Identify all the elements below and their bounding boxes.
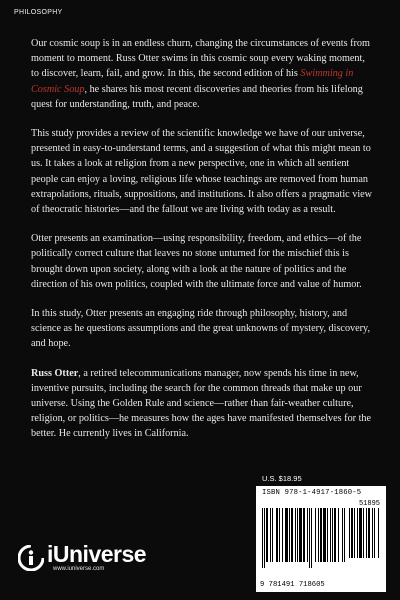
iuniverse-swirl-icon	[18, 545, 44, 571]
price-label: U.S. $18.95	[262, 474, 302, 483]
publisher-logo	[18, 543, 146, 572]
paragraph-author-bio	[31, 366, 375, 442]
intro-text: Our cosmic soup is in an endless churn, changing the circumstances of events from moment to moment. Russ Otter swims in this cosmic soup every waking moment, to discover, learn, fail, and grow. In this, the second edition of his	[31, 38, 370, 80]
paragraph-ride: In this study, Otter presents an engaging ride through philosophy, history, and science as he questions assumptions and the great unknowns of mystery, discovery, and hope.	[31, 308, 371, 350]
paragraph-intro	[31, 36, 375, 112]
book-title: Swimming in Cosmic Soup	[31, 68, 354, 95]
barcode-digits: 9 781491 718605	[260, 581, 325, 589]
category-label: PHILOSOPHY	[14, 9, 63, 16]
author-name: Russ Otter	[31, 367, 79, 379]
author-bio-text: , a retired telecommunications manager, now spends his time in new, inventive pursuits, including the search for the common threads that make up our universe. Using the Golden Rule and science—rather than fair-weather culture, religion, or politics—he measures how the ages have manifested themselves for the better. He currently lives in California.	[31, 367, 372, 440]
barcode-bars	[262, 508, 346, 568]
intro-text-end: , he shares his most recent discoveries and theories from his lifelong quest for understanding, truth, and peace.	[31, 83, 363, 110]
publisher-name: iUniverse	[47, 541, 147, 567]
isbn-barcode	[256, 486, 386, 592]
back-cover-blurb	[31, 36, 375, 456]
paragraph-study: This study provides a review of the scientific knowledge we have of our universe, presented in easy-to-understand terms, and a suggestion of what this might mean to us. It takes a look at religion from a new perspective, one in which all sentient people can enjoy a loving, religious life whose teachings are removed from human extrapolations, rituals, suppositions, and institutions. It also offers a pragmatic view of theocratic histories—and the fallout we are living with today as a result.	[31, 128, 373, 216]
isbn-number: ISBN 978-1-4917-1860-5	[262, 489, 362, 497]
publisher-url: www.iuniverse.com	[53, 566, 105, 572]
paragraph-politics: Otter presents an examination—using responsibility, freedom, and ethics—of the politically correct culture that leaves no stone unturned for the mischief this is brought down upon society, along with a look at the nature of politics and the direction of his own politics, coupled with the ultimate force and value of humor.	[31, 233, 362, 290]
barcode-addon-digits: 51895	[358, 500, 380, 508]
barcode-addon-bars	[349, 508, 380, 564]
